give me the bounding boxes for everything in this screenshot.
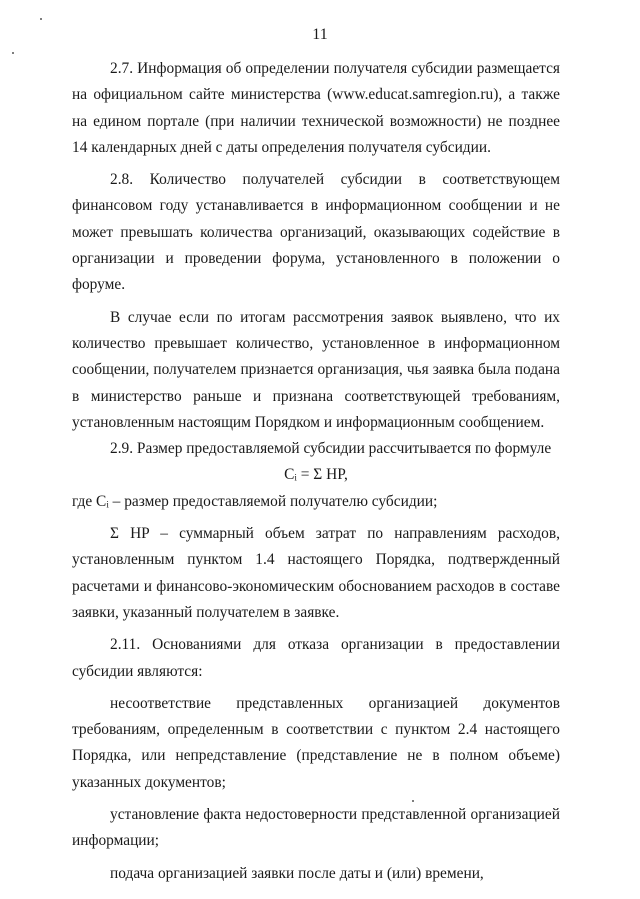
scan-speck <box>12 52 14 54</box>
refusal-reason-false-information: установление факта недостоверности представленной организацией информации; <box>72 806 560 850</box>
formula-definition-c: где Cᵢ – размер предоставляемой получателю субсидии; <box>72 492 438 510</box>
paragraph-excess-applications: В случае если по итогам рассмотрения заявок выявлено, что их количество превышает количество, установленное в информационном сообщении, получателем признается организация, чья заявка была подана в министерство раньше и признана соответствующей требованиям, установленным настоящим Порядком и информационным сообщением. <box>72 308 560 431</box>
scan-speck <box>40 18 42 20</box>
paragraph-2-7: 2.7. Информация об определении получателя субсидии размещается на официальном сайте министерства (www.educat.samregion.ru), а также на едином портале (при наличии технической возможности) не позднее 14 календарных дней с даты определения получателя субсидии. <box>72 60 560 156</box>
refusal-reason-late-submission: подача организацией заявки после даты и (или) времени, <box>110 864 484 882</box>
formula-definition-hp: Σ HP – суммарный объем затрат по направлениям расходов, установленным пунктом 1.4 настоящего Порядка, подтвержденный расчетами и финансово-экономическим обоснованием расходов в составе заявки, указанный получателем в заявке. <box>72 525 560 621</box>
paragraph-2-8: 2.8. Количество получателей субсидии в соответствующем финансовом году устанавливается в информационном сообщении и не может превышать количества организаций, оказывающих содействие в организации и проведении форума, установленного в положении о форуме. <box>72 171 560 294</box>
page-number: 11 <box>312 26 328 43</box>
paragraph-2-11: 2.11. Основаниями для отказа организации в предоставлении субсидии являются: <box>72 636 560 680</box>
document-body <box>72 56 560 887</box>
subsidy-formula: Cᵢ = Σ HP, <box>284 466 348 484</box>
refusal-reason-documents: несоответствие представленных организацией документов требованиям, определенным в соответствии с пунктом 2.4 настоящего Порядка, или непредставление (представление не в полном объеме) указанных документов; <box>72 694 560 791</box>
paragraph-2-9: 2.9. Размер предоставляемой субсидии рассчитывается по формуле <box>110 440 552 458</box>
